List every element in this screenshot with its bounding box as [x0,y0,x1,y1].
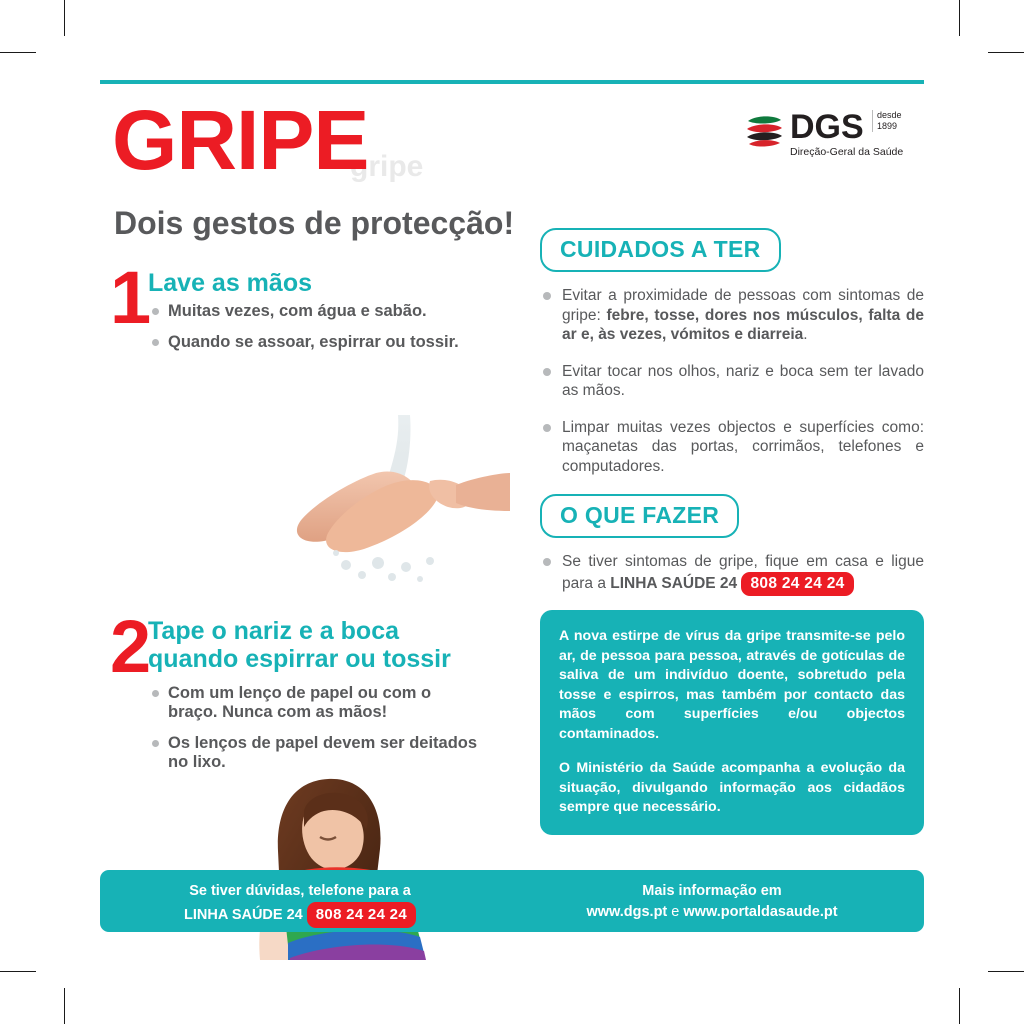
footer-left-line2 [100,902,500,928]
footer-right [500,881,924,923]
step-2-heading-line1: Tape o nariz e a boca [148,617,400,645]
footer-conjunction: e [671,904,680,920]
crop-mark-top-left [64,0,65,36]
top-rule [100,80,924,84]
footer-right-line1: Mais informação em [642,883,782,899]
todo-text: Se tiver sintomas de gripe, fique em casa e ligue para a [562,553,924,592]
dgs-stacked-bars-icon [744,112,784,152]
list-item [540,286,924,345]
crop-mark-right-bottom [988,971,1024,972]
transmission-info-box [540,610,924,835]
footer-right-line2 [500,902,924,923]
right-column [540,228,924,835]
list-item: Quando se assoar, espirrar ou tossir. [148,333,478,352]
footer-link-portaldasaude[interactable]: www.portaldasaude.pt [683,904,838,920]
footer-bar [100,870,924,932]
list-item: Muitas vezes, com água e sabão. [148,302,478,321]
infobox-paragraph-2: O Ministério da Saúde acompanha a evolução da situação, divulgando informação aos cidadãos sempre que necessário. [559,760,905,815]
crop-mark-left-bottom [0,971,36,972]
footer-saude24-label: LINHA SAÚDE 24 [184,907,303,923]
title-watermark: gripe [350,150,424,183]
list-item: Os lenços de papel devem ser deitados no lixo. [148,734,478,772]
footer-link-dgs[interactable]: www.dgs.pt [586,904,668,920]
care-section-title: CUIDADOS A TER [540,228,781,272]
step-2-number: 2 [110,605,152,688]
footer-left [100,881,500,928]
footer-left-line1: Se tiver dúvidas, telefone para a [189,883,411,899]
saude24-label: LINHA SAÚDE 24 [610,574,738,592]
page-title: GRIPE [112,93,369,187]
step-1-heading: Lave as mãos [148,269,312,297]
saude24-phone-badge: 808 24 24 24 [741,572,853,597]
list-item: Evitar tocar nos olhos, nariz e boca sem ter lavado as mãos. [540,362,924,401]
care-item-1-strong: febre, tosse, dores nos músculos, falta de ar e, às vezes, vómitos e diarreia [562,306,924,343]
footer-phone-badge: 808 24 24 24 [307,902,416,928]
care-item-1-lead: Evitar a proximidade de pessoas com sintomas de gripe: [562,287,924,324]
care-list [540,286,924,476]
step-2-heading-line2: quando espirrar ou tossir [148,645,451,673]
crop-mark-bottom-left [64,988,65,1024]
crop-mark-top-right [959,0,960,36]
crop-mark-left-top [0,52,36,53]
crop-mark-bottom-right [959,988,960,1024]
dgs-since: desde 1899 [872,110,902,132]
step-1-bullets [148,302,478,364]
dgs-wordmark: DGS [790,108,864,146]
step-1-number: 1 [110,256,152,339]
todo-list [540,552,924,596]
washing-hands-photo [280,415,510,575]
dgs-logo [744,108,924,168]
care-item-1-tail: . [803,326,808,343]
list-item [540,552,924,596]
page-subtitle: Dois gestos de protecção! [114,205,515,241]
poster [100,80,924,932]
infobox-paragraph-1: A nova estirpe de vírus da gripe transmite-se pelo ar, de pessoa para pessoa, através de gotículas de saliva de um indivíduo doente, sobretudo pela tosse e espirros, mas também por contacto das mãos com superfícies e/ou objectos contaminados. [559,628,905,742]
todo-section-title: O QUE FAZER [540,494,739,538]
crop-mark-right-top [988,52,1024,53]
list-item: Com um lenço de papel ou com o braço. Nunca com as mãos! [148,684,478,722]
list-item: Limpar muitas vezes objectos e superfícies como: maçanetas das portas, corrimãos, telefones e computadores. [540,418,924,477]
dgs-full-name: Direção-Geral da Saúde [790,146,904,158]
